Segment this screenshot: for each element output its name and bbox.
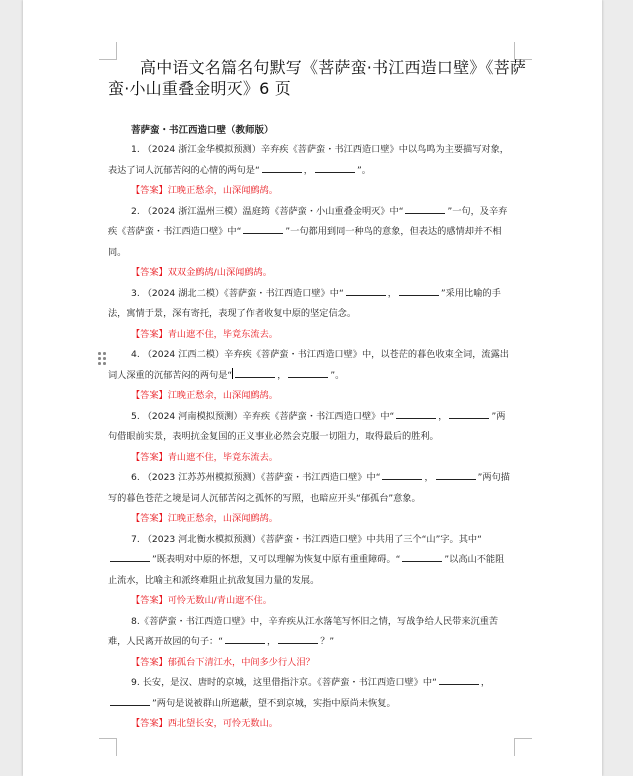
question-3: 3. （2024 湖北二模）《菩萨蛮・书江西造口壁》中“ ， ”采用比喻的手法，寓情于景，深有寄托，表现了作者收复中原的坚定信念。	[108, 284, 513, 325]
answer-blank	[449, 408, 489, 419]
answer-blank	[396, 408, 436, 419]
answer-blank	[436, 469, 476, 480]
answer-blank	[402, 551, 442, 562]
answer-3: 【答案】青山遮不住，毕竟东流去。	[131, 328, 278, 340]
answer-4: 【答案】江晚正愁余，山深闻鹧鸪。	[131, 390, 278, 401]
answer-blank	[439, 674, 479, 685]
answer-blank	[399, 285, 439, 296]
document-title[interactable]: 高中语文名篇名句默写《菩萨蛮·书江西造口壁》《菩萨蛮·小山重叠金明灭》6 页	[108, 58, 527, 98]
answer-blank	[382, 469, 422, 480]
answer-blank	[262, 162, 302, 173]
answer-5: 【答案】青山遮不住，毕竟东流去。	[131, 451, 278, 463]
question-8: 8.《菩萨蛮・书江西造口壁》中，辛弃疾从江水落笔写怀旧之情，写战争给人民带来沉重苦难，人民离开故园的句子：“ ， ？”	[108, 615, 499, 647]
document-page	[23, 0, 602, 776]
answer-2: 【答案】双双金鹧鸪/山深闻鹧鸪。	[131, 267, 272, 278]
answer-1: 【答案】江晚正愁余，山深闻鹧鸪。	[131, 185, 278, 196]
section-heading: 菩萨蛮・书江西造口壁（教师版）	[131, 125, 274, 136]
document-body[interactable]	[108, 121, 513, 735]
answer-8: 【答案】郁孤台下清江水，中间多少行人泪？	[131, 656, 315, 668]
question-7: 7. （2023 河北衡水模拟预测）《菩萨蛮・书江西造口壁》中共用了三个“山”字。其中“”既表明对中原的怀想，又可以理解为恢复中原有重重障碍。“ ”以高山不能阻止流水，比喻主和派终难阻止抗敌复国力量的发展。	[108, 533, 505, 586]
margin-corner-bottom-right	[514, 738, 532, 756]
answer-blank	[243, 223, 283, 234]
answer-blank	[225, 633, 265, 644]
answer-9: 【答案】西北望长安，可怜无数山。	[131, 718, 278, 729]
question-1: 1. （2024 浙江金华模拟预测）辛弃疾《菩萨蛮・书江西造口壁》中以鸟鸣为主要描写对象，表达了词人沉郁苦闷的心情的两句是“ ， ”。	[108, 144, 509, 176]
question-5: 5. （2024 河南模拟预测）辛弃疾《菩萨蛮・书江西造口壁》中“ ， ”两句借眼前实景，表明抗金复国的正义事业必然会克服一切阻力，取得最后的胜利。	[108, 407, 513, 448]
answer-blank	[235, 367, 275, 378]
question-9: 9. 长安，是汉、唐时的京城，这里借指汴京。《菩萨蛮・书江西造口壁》中“ ，”两句是说被群山所遮蔽，望不到京城，实指中原尚未恢复。	[108, 673, 513, 714]
text-cursor	[232, 368, 233, 379]
answer-blank	[315, 162, 355, 173]
answer-blank	[110, 551, 150, 562]
answer-blank	[405, 203, 445, 214]
answer-blank	[278, 633, 318, 644]
paragraph-drag-handle-icon[interactable]	[98, 352, 108, 366]
margin-corner-bottom-left	[99, 738, 117, 756]
answer-blank	[110, 695, 150, 706]
question-6: 6. （2023 江苏苏州模拟预测）《菩萨蛮・书江西造口壁》中“ ， ”两句描写的暮色苍茫之境是词人沉郁苦闷之孤怀的写照，也暗应开头“郁孤台”意象。	[108, 468, 513, 509]
answer-blank	[288, 367, 328, 378]
answer-7: 【答案】可怜无数山/青山遮不住。	[131, 595, 272, 606]
question-2: 2. （2024 浙江温州三模）温庭筠《菩萨蛮・小山重叠金明灭》中“ ”一句，及辛弃疾《菩萨蛮・书江西造口壁》中“ ”一句都用到同一种鸟的意象，但表达的感情却并不相同。	[108, 202, 513, 264]
answer-6: 【答案】江晚正愁余，山深闻鹧鸪。	[131, 513, 278, 524]
question-4: 4. （2024 江西二模）辛弃疾《菩萨蛮・书江西造口壁》中，以苍茫的暮色收束全词，流露出词人深重的沉郁苦闷的两句是“ ， ”。	[108, 349, 509, 381]
answer-blank	[346, 285, 386, 296]
